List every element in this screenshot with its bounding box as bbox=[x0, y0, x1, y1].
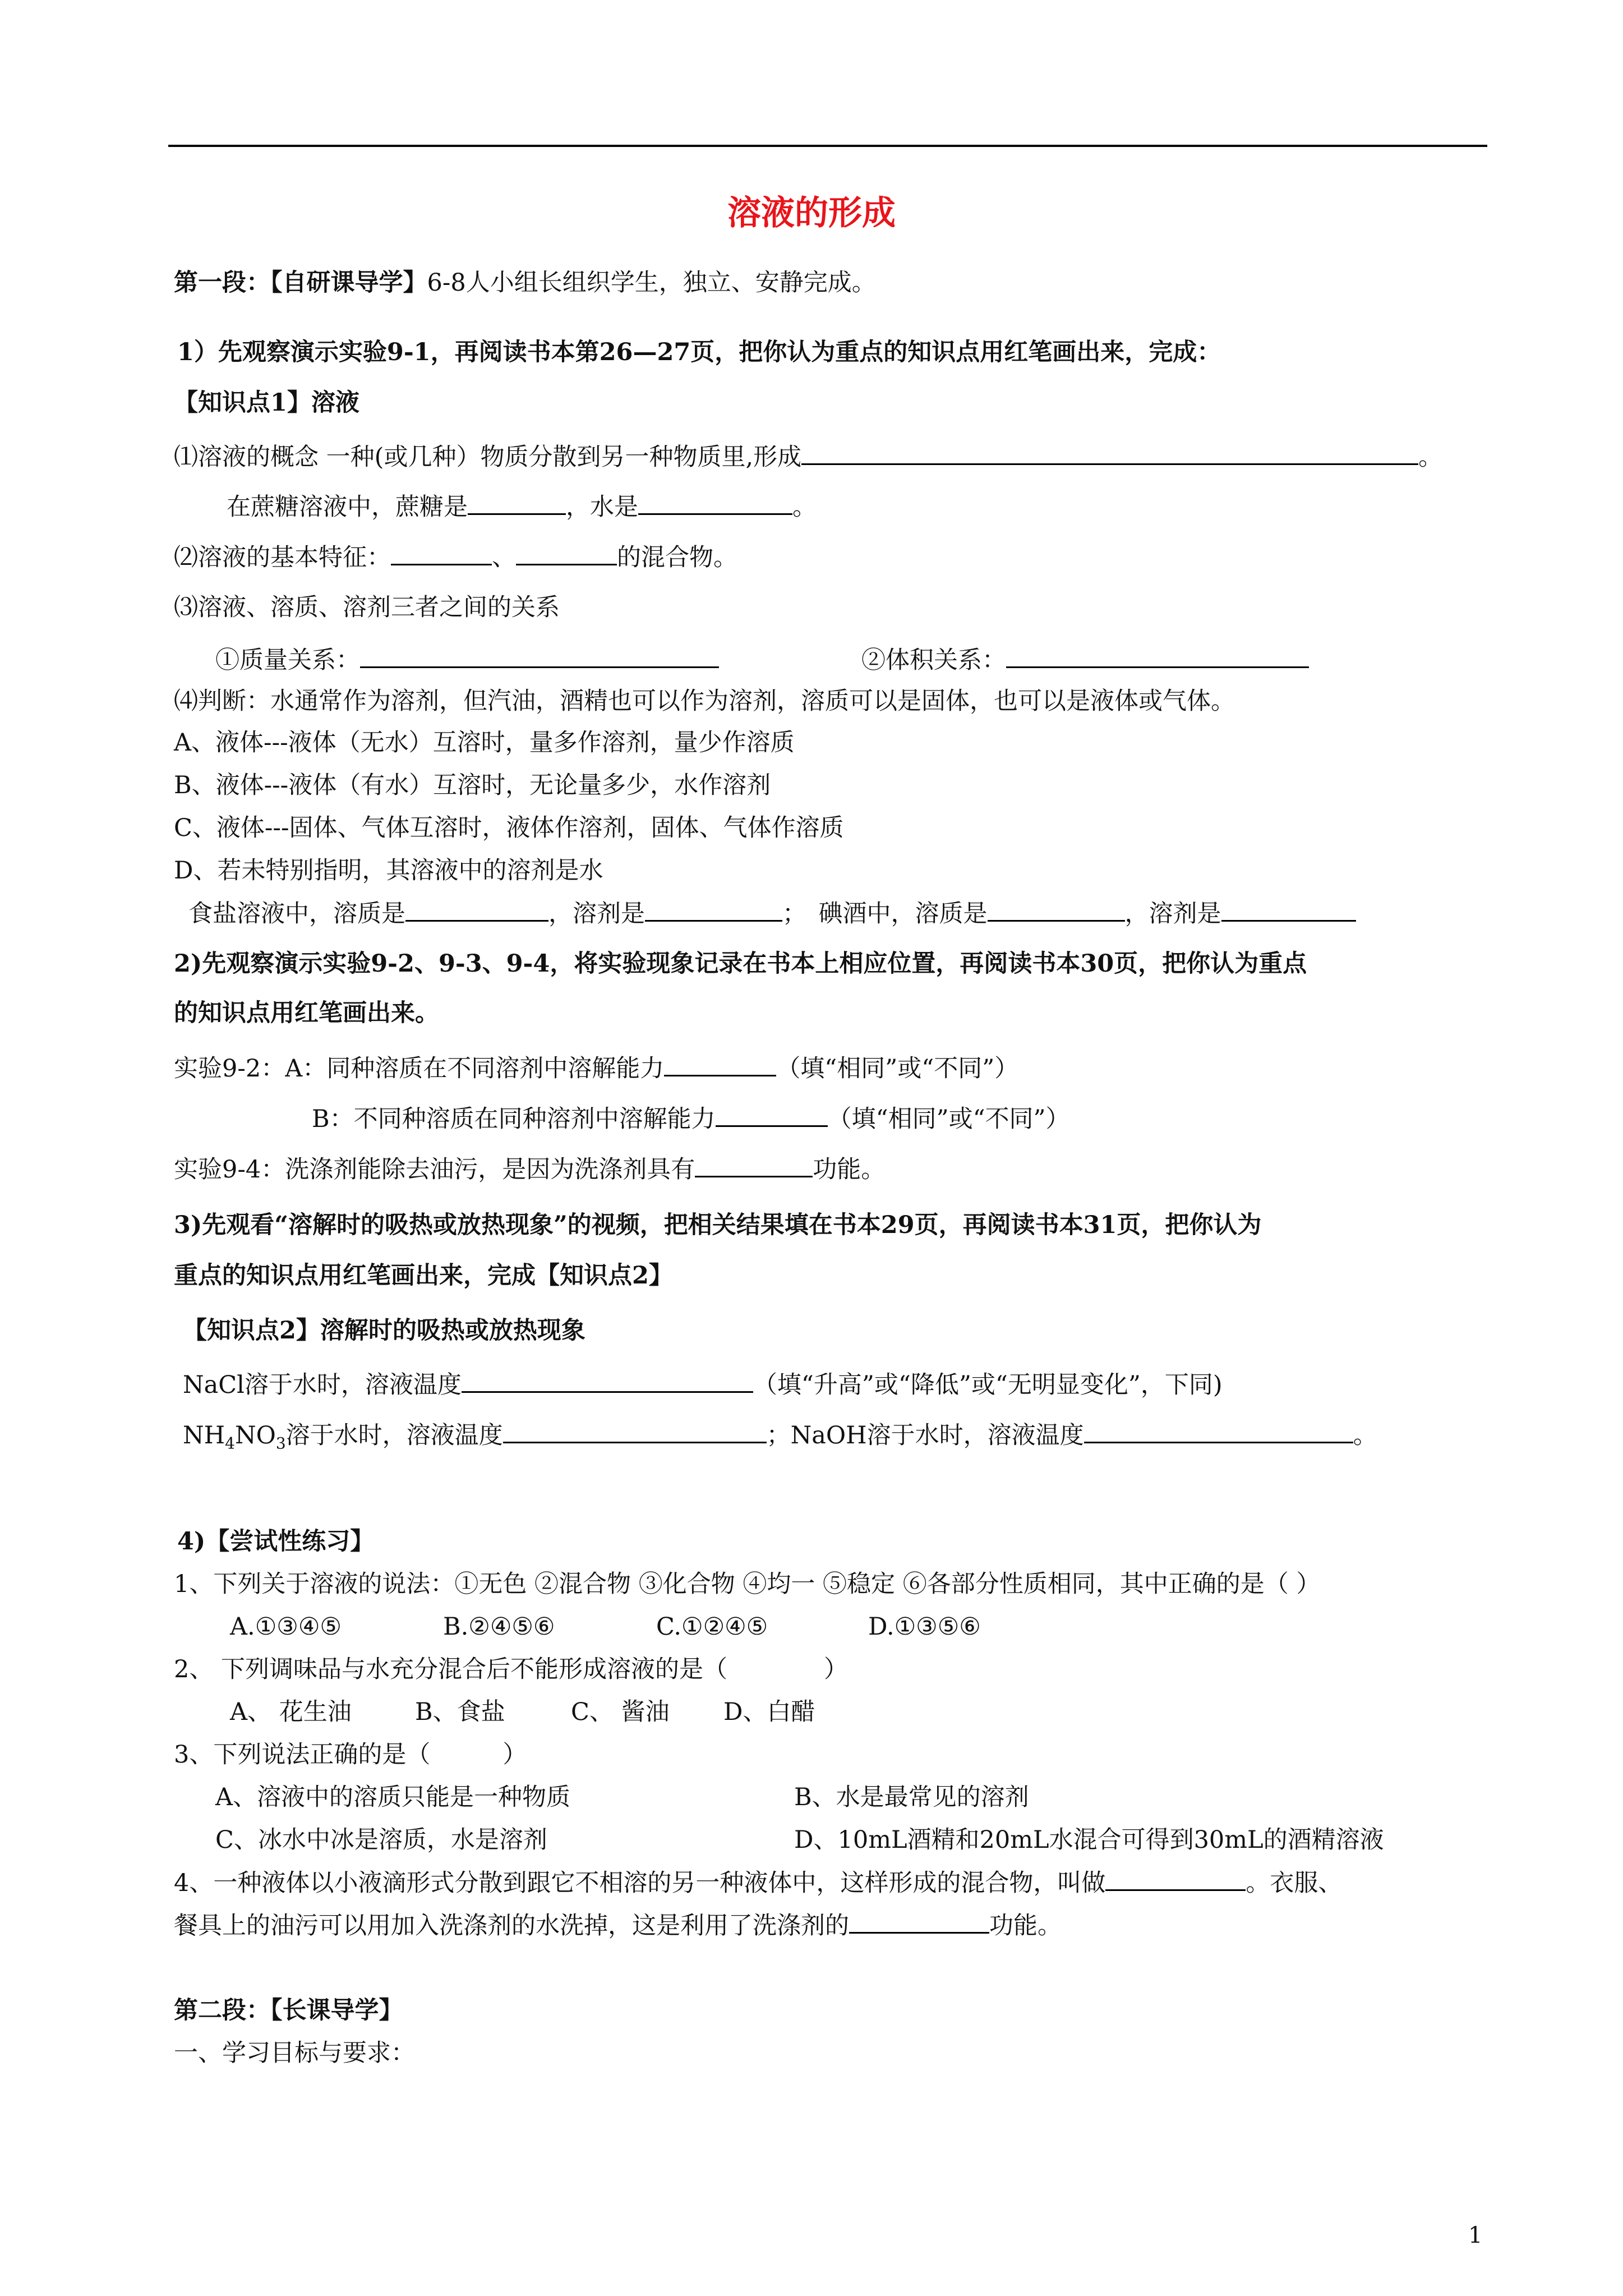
answer-blank[interactable] bbox=[645, 898, 782, 922]
part1-intro: 1）先观察演示实验9-1，再阅读书本第26—27页，把你认为重点的知识点用红笔画出来，完成： bbox=[177, 338, 1221, 366]
exercise-1-option-d[interactable]: D.①③⑤⑥ bbox=[868, 1613, 981, 1641]
exercise-3-option-b[interactable]: B、水是最常见的溶剂 bbox=[794, 1783, 1029, 1811]
answer-blank[interactable] bbox=[695, 1153, 813, 1177]
q3-mass-relation: ①质量关系： bbox=[215, 644, 719, 676]
answer-blank[interactable] bbox=[1084, 1419, 1353, 1443]
option-a: A、液体---液体（无水）互溶时，量多作溶剂，量少作溶质 bbox=[174, 729, 795, 757]
answer-blank[interactable] bbox=[1221, 898, 1356, 922]
answer-blank[interactable] bbox=[849, 1910, 989, 1934]
answer-blank[interactable] bbox=[405, 898, 548, 922]
q1-sucrose: 在蔗糖溶液中，蔗糖是 ，水是 。 bbox=[227, 491, 817, 523]
exercise-1-option-c[interactable]: C.①②④⑤ bbox=[656, 1613, 768, 1641]
exercise-3-option-a[interactable]: A、溶液中的溶质只能是一种物质 bbox=[215, 1783, 571, 1811]
part2-intro-line1: 2)先观察演示实验9-2、9-3、9-4，将实验现象记录在书本上相应位置，再阅读书本30页，把你认为重点 bbox=[174, 950, 1307, 978]
part3-intro-line2: 重点的知识点用红笔画出来，完成【知识点2】 bbox=[174, 1262, 673, 1290]
header-rule bbox=[168, 145, 1487, 147]
salt-iodine-question: 食盐溶液中，溶质是 ，溶剂是 ； 碘酒中，溶质是 ，溶剂是 bbox=[188, 898, 1356, 930]
nacl-question: NaCl溶于水时，溶液温度 （填“升高”或“降低”或“无明显变化”，下同) bbox=[183, 1369, 1223, 1401]
q3-relationship: ⑶溶液、溶质、溶剂三者之间的关系 bbox=[174, 593, 560, 622]
answer-blank[interactable] bbox=[716, 1103, 828, 1127]
exercise-3-option-c[interactable]: C、冰水中冰是溶质，水是溶剂 bbox=[215, 1826, 547, 1854]
part4-title: 4)【尝试性练习】 bbox=[177, 1527, 375, 1556]
exercise-1-option-a[interactable]: A.①③④⑤ bbox=[230, 1613, 342, 1641]
page-number: 1 bbox=[1468, 2223, 1483, 2248]
exercise-2: 2、 下列调味品与水充分混合后不能形成溶液的是（ ） bbox=[174, 1655, 849, 1683]
exercise-3: 3、下列说法正确的是（ ） bbox=[174, 1741, 527, 1769]
page-title: 溶液的形成 bbox=[727, 194, 896, 233]
exp-9-4: 实验9-4：洗涤剂能除去油污，是因为洗涤剂具有 功能。 bbox=[174, 1153, 885, 1185]
exercise-2-option-d[interactable]: D、白醋 bbox=[723, 1698, 815, 1726]
answer-blank[interactable] bbox=[468, 491, 566, 515]
q3-volume-relation: ②体积关系： bbox=[861, 644, 1309, 676]
exercise-2-option-a[interactable]: A、 花生油 bbox=[230, 1698, 352, 1726]
answer-blank[interactable] bbox=[801, 441, 1418, 465]
option-c: C、液体---固体、气体互溶时，液体作溶剂，固体、气体作溶质 bbox=[174, 814, 844, 842]
part3-intro-line1: 3)先观看“溶解时的吸热或放热现象”的视频，把相关结果填在书本29页，再阅读书本31页，把你认为 bbox=[174, 1211, 1262, 1239]
section1-heading: 第一段：【自研课导学】6-8人小组长组织学生，独立、安静完成。 bbox=[174, 269, 876, 297]
exercise-4-line2: 餐具上的油污可以用加入洗涤剂的水洗掉，这是利用了洗涤剂的 功能。 bbox=[174, 1910, 1062, 1941]
answer-blank[interactable] bbox=[988, 898, 1125, 922]
exercise-4-line1: 4、一种液体以小液滴形式分散到跟它不相溶的另一种液体中，这样形成的混合物，叫做 。衣服、 bbox=[174, 1867, 1342, 1899]
answer-blank[interactable] bbox=[1006, 644, 1309, 668]
answer-blank[interactable] bbox=[664, 1052, 776, 1076]
q2-features: ⑵溶液的基本特征： 、 的混合物。 bbox=[174, 541, 737, 573]
exercise-2-option-c[interactable]: C、 酱油 bbox=[571, 1698, 670, 1726]
answer-blank[interactable] bbox=[503, 1419, 767, 1443]
learning-goals-heading: 一、学习目标与要求： bbox=[174, 2039, 415, 2067]
exercise-3-option-d[interactable]: D、10mL酒精和20mL水混合可得到30mL的酒精溶液 bbox=[794, 1826, 1384, 1854]
nh4no3-naoh-question: $NH_4NO_3$溶于水时，溶液温度 ；NaOH溶于水时，溶液温度 。 bbox=[183, 1419, 1377, 1460]
exercise-2-option-b[interactable]: B、食盐 bbox=[415, 1698, 505, 1726]
q1-concept: ⑴溶液的概念 一种(或几种）物质分散到另一种物质里,形成 。 bbox=[174, 441, 1442, 473]
q4-judgement: ⑷判断：水通常作为溶剂，但汽油，酒精也可以作为溶剂，溶质可以是固体，也可以是液体或气体。 bbox=[174, 687, 1235, 715]
exp-9-2-b: B：不同种溶质在同种溶剂中溶解能力 （填“相同”或“不同”） bbox=[312, 1103, 1070, 1135]
knowledge-point-2-title: 【知识点2】溶解时的吸热或放热现象 bbox=[183, 1317, 585, 1345]
exp-9-2-a: 实验9-2：A：同种溶质在不同溶剂中溶解能力 （填“相同”或“不同”） bbox=[174, 1052, 1018, 1084]
exercise-1: 1、下列关于溶液的说法：①无色 ②混合物 ③化合物 ④均一 ⑤稳定 ⑥各部分性质相同，其中正确的是（ ） bbox=[174, 1570, 1321, 1598]
part2-intro-line2: 的知识点用红笔画出来。 bbox=[174, 999, 439, 1027]
option-d: D、若未特别指明，其溶液中的溶剂是水 bbox=[174, 857, 603, 885]
answer-blank[interactable] bbox=[516, 541, 617, 565]
answer-blank[interactable] bbox=[638, 491, 792, 515]
section2-heading: 第二段：【长课导学】 bbox=[174, 1996, 403, 2024]
exercise-1-option-b[interactable]: B.②④⑤⑥ bbox=[443, 1613, 555, 1641]
answer-blank[interactable] bbox=[1105, 1867, 1246, 1891]
answer-blank[interactable] bbox=[462, 1369, 753, 1393]
answer-blank[interactable] bbox=[360, 644, 719, 668]
option-b: B、液体---液体（有水）互溶时，无论量多少，水作溶剂 bbox=[174, 771, 771, 799]
knowledge-point-1-title: 【知识点1】溶液 bbox=[174, 389, 359, 417]
answer-blank[interactable] bbox=[391, 541, 492, 565]
